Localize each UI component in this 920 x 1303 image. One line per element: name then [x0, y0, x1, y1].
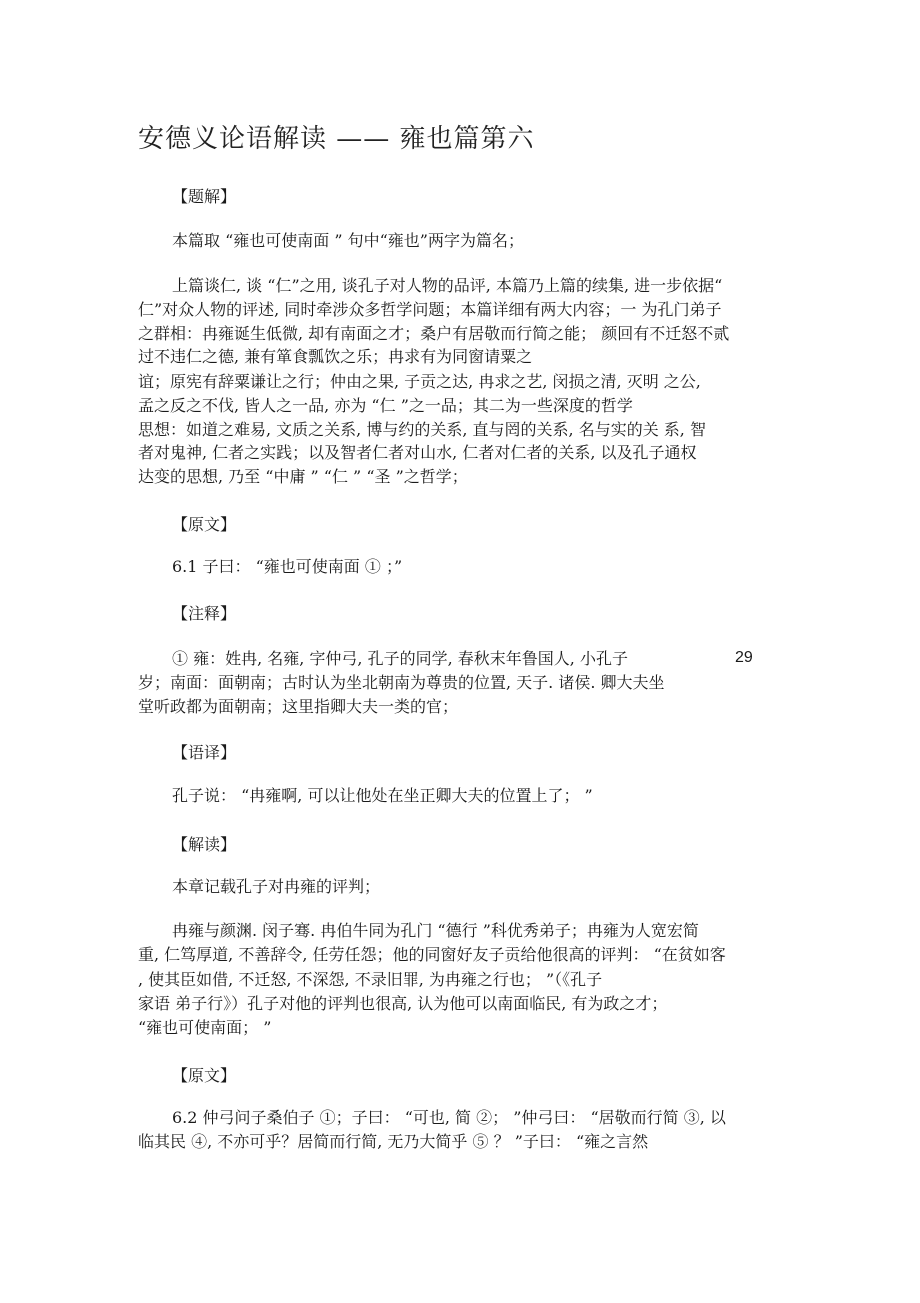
tijie-line: 过不违仁之德, 兼有箪食瓢饮之乐；冉求有为同窗请粟之 [138, 347, 533, 366]
yuanwen-text: 6.1 子曰： “雍也可使南面 ① ；” [172, 557, 403, 576]
jiedu-line: 家语 弟子行》）孔子对他的评判也很高, 认为他可以南面临民, 有为政之才； [138, 994, 668, 1013]
zhushi-line: 岁；南面：面朝南；古时认为坐北朝南为尊贵的位置, 天子. 诸侯. 卿大夫坐 [138, 673, 665, 692]
tijie-line: 思想：如道之难易, 文质之关系, 博与约的关系, 直与罔的关系, 名与实的关 系, 智 [138, 420, 706, 439]
zhushi-age-number: 29 [735, 649, 753, 666]
section-heading-yuanwen: 【原文】 [172, 515, 237, 534]
section-heading-tijie: 【题解】 [172, 187, 237, 206]
jiedu-line: , 使其臣如借, 不迁怒, 不深怨, 不录旧罪, 为冉雍之行也； ”（《孔子 [138, 970, 603, 989]
section-heading-zhushi: 【注释】 [172, 604, 237, 623]
zhushi-line: ① 雍：姓冉, 名雍, 字仲弓, 孔子的同学, 春秋末年鲁国人, 小孔子 [172, 649, 628, 668]
tijie-line: 仁”对众人物的评述, 同时牵涉众多哲学问题；本篇详细有两大内容；一 为孔门弟子 [138, 300, 722, 319]
jiedu-line: “雍也可使南面； ” [138, 1018, 272, 1037]
tijie-paragraph-1: 本篇取 “雍也可使南面 ” 句中“雍也”两字为篇名； [172, 231, 524, 250]
tijie-line: 者对鬼神, 仁者之实践；以及智者仁者对山水, 仁者对仁者的关系, 以及孔子通权 [138, 443, 697, 462]
tijie-line: 孟之反之不伐, 皆人之一品, 亦为 “仁 ”之一品；其二为一些深度的哲学 [138, 396, 633, 415]
page-title: 安德义论语解读 —— 雍也篇第六 [138, 124, 535, 154]
section-heading-yuyi: 【语译】 [172, 743, 237, 762]
jiedu-line: 重, 仁笃厚道, 不善辞令, 任劳任怨；他的同窗好友子贡给他很高的评判： “在贫如客 [138, 945, 726, 964]
tijie-line: 谊；原宪有辞粟谦让之行；仲由之果, 子贡之达, 冉求之艺, 闵损之清, 灭明 之公, [138, 372, 701, 391]
yuyi-text: 孔子说： “冉雍啊, 可以让他处在坐正卿大夫的位置上了； ” [172, 786, 593, 805]
jiedu-line: 冉雍与颜渊. 闵子骞. 冉伯牛同为孔门 “德行 ”科优秀弟子；冉雍为人宽宏简 [172, 921, 699, 940]
jiedu-paragraph-1: 本章记载孔子对冉雍的评判； [172, 877, 381, 896]
tijie-line: 上篇谈仁, 谈 “仁”之用, 谈孔子对人物的品评, 本篇乃上篇的续集, 进一步依据“ [172, 276, 723, 295]
section-heading-yuanwen-2: 【原文】 [172, 1066, 237, 1085]
yuanwen-2-line: 临其民 ④, 不亦可乎？居简而行简, 无乃大简乎 ⑤ ？ ”子曰： “雍之言然 [138, 1132, 649, 1151]
tijie-line: 达变的思想, 乃至 “中庸 ” “仁 ” “圣 ”之哲学； [138, 467, 468, 486]
zhushi-line: 堂听政都为面朝南；这里指卿大夫一类的官； [138, 697, 459, 716]
section-heading-jiedu: 【解读】 [172, 835, 237, 854]
yuanwen-2-line: 6.2 仲弓问子桑伯子 ①；子曰： “可也, 简 ②； ”仲弓曰： “居敬而行简 ③, 以 [172, 1108, 726, 1127]
tijie-line: 之群相：冉雍诞生低微, 却有南面之才；桑户有居敬而行简之能； 颜回有不迁怒不贰 [138, 324, 730, 343]
